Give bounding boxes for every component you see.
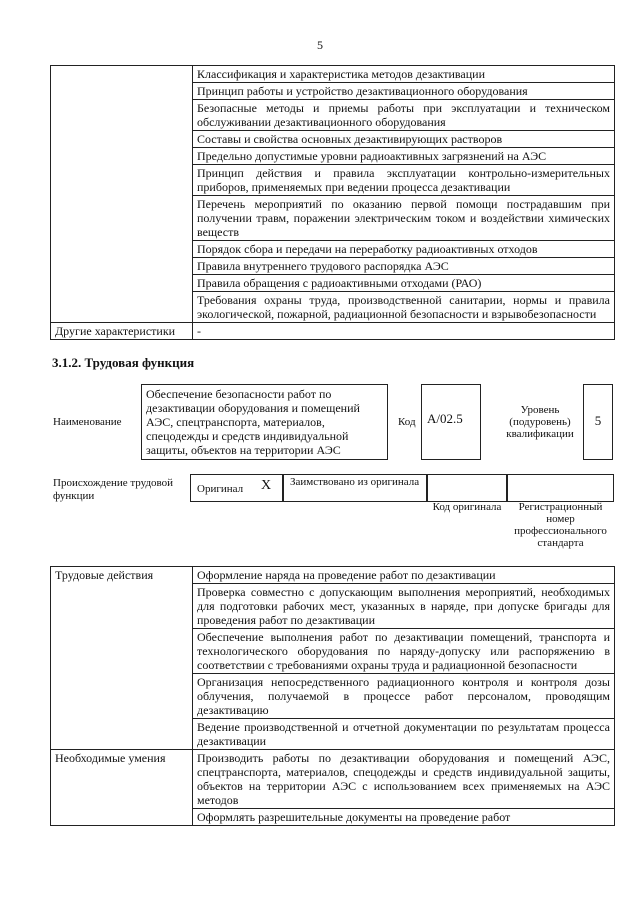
original-mark: X — [261, 478, 272, 493]
level-label: Уровень (подуровень) квалификации — [506, 404, 574, 440]
knowledge-item: Требования охраны труда, производственной санитарии, нормы и правила экологической, пожарной, радиационной безопасности и взрывобезопасности — [193, 292, 615, 323]
knowledge-item: Перечень мероприятий по оказанию первой помощи пострадавшим при получении травм, поражении электрическим током и воздействии химических веществ — [193, 196, 615, 241]
knowledge-item: Правила внутреннего трудового распорядка АЭС — [193, 258, 615, 275]
other-characteristics-value: - — [193, 323, 615, 340]
original-label: Оригинал — [197, 483, 244, 495]
knowledge-item: Безопасные методы и приемы работы при эксплуатации и техническом обслуживании дезактивационного оборудования — [193, 100, 615, 131]
function-name: Обеспечение безопасности работ по дезактивации оборудования и помещений АЭС, спецтранспорта, материалов, спецодежды и средств индивидуальной защиты, объектов на территории АЭС — [141, 384, 388, 460]
labor-action: Обеспечение выполнения работ по дезактивации помещений, транспорта и технологического оборудования по наряду-допуску или распоряжению в соответствии с требованиями охраны труда и радиационной безопасности — [193, 629, 615, 674]
name-label: Наименование — [53, 416, 122, 428]
labor-action: Ведение производственной и отчетной документации по результатам процесса дезактивации — [193, 719, 615, 750]
knowledge-label — [51, 66, 193, 323]
section-title: 3.1.2. Трудовая функция — [52, 355, 195, 370]
labor-table — [50, 566, 615, 826]
knowledge-item: Порядок сбора и передачи на переработку радиоактивных отходов — [193, 241, 615, 258]
page-number: 5 — [317, 38, 323, 52]
skill-item: Производить работы по дезактивации оборудования и помещений АЭС, спецтранспорта, материалов, спецодежды и средств индивидуальной защиты, объектов на территории АЭС с использованием всех применяемых на АЭС методов — [193, 750, 615, 809]
skill-item: Оформлять разрешительные документы на проведение работ — [193, 809, 615, 826]
labor-action: Организация непосредственного радиационного контроля и контроля дозы облучения, получаемой в процессе работ персоналом, проводящим дезактивацию — [193, 674, 615, 719]
reg-number-cell — [507, 474, 614, 502]
knowledge-item: Предельно допустимые уровни радиоактивных загрязнений на АЭС — [193, 148, 615, 165]
labor-action: Оформление наряда на проведение работ по дезактивации — [193, 567, 615, 584]
function-code: А/02.5 — [421, 384, 481, 460]
knowledge-table — [50, 65, 615, 340]
other-characteristics-label: Другие характеристики — [51, 323, 193, 340]
reg-number-caption: Регистрационный номер профессионального стандарта — [514, 501, 607, 549]
origin-label: Происхождение трудовой функции — [53, 477, 174, 502]
code-label: Код — [398, 416, 416, 428]
knowledge-item: Классификация и характеристика методов дезактивации — [193, 66, 615, 83]
borrowed-label: Заимствовано из оригинала — [283, 474, 427, 502]
original-code-cell — [427, 474, 507, 502]
original-cell — [190, 474, 283, 502]
original-code-caption: Код оригинала — [432, 501, 502, 513]
skills-label: Необходимые умения — [51, 750, 193, 826]
knowledge-item: Принцип работы и устройство дезактивационного оборудования — [193, 83, 615, 100]
qualification-level: 5 — [583, 384, 613, 460]
knowledge-item: Правила обращения с радиоактивными отходами (РАО) — [193, 275, 615, 292]
knowledge-item: Составы и свойства основных дезактивирующих растворов — [193, 131, 615, 148]
labor-actions-label: Трудовые действия — [51, 567, 193, 750]
knowledge-item: Принцип действия и правила эксплуатации контрольно-измерительных приборов, применяемых при ведении процесса дезактивации — [193, 165, 615, 196]
labor-action: Проверка совместно с допускающим выполнения мероприятий, необходимых для подготовки рабочих мест, указанных в наряде, при допуске бригады для проведения работ по дезактивации — [193, 584, 615, 629]
